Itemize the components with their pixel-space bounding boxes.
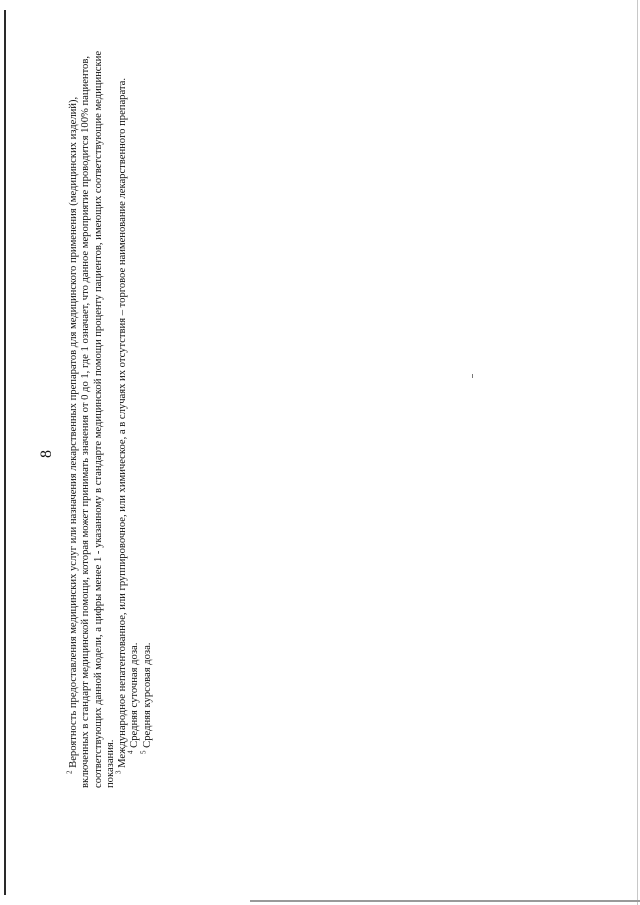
- scan-edge-right: [637, 0, 638, 905]
- footnote-3: [114, 68, 129, 788]
- scan-speck: [472, 374, 473, 378]
- footnote-mark: 5: [139, 750, 148, 754]
- footnote-text: Средняя суточная доза.: [129, 642, 141, 748]
- page-number: 8: [38, 450, 55, 458]
- footnote-line: показания.: [104, 739, 116, 788]
- footnote-line: [126, 68, 141, 788]
- footnote-mark: 4: [126, 750, 135, 754]
- footnote-mark: 3: [114, 770, 123, 774]
- footnote-text: Международное непатентованное, или группировочное, или химическое, а в случаях их отсутствия – торговое наименование лекарственного препарата.: [117, 78, 129, 768]
- footnote-line: [114, 68, 129, 788]
- scan-edge-left: [4, 10, 6, 895]
- footnote-4: [126, 68, 141, 788]
- scan-edge-bottom: [250, 900, 640, 902]
- footnote-text: Вероятность предоставления медицинских услуг или назначения лекарственных препаратов для медицинского применения (медицинских изделий),: [68, 96, 79, 768]
- footnote-line: соответствующих данной модели, а цифры менее 1 - указанному в стандарте медицинской помощи проценту пациентов, имеющих соответствующие медицинские: [92, 50, 104, 788]
- footnote-5: [139, 68, 154, 788]
- footnote-mark: 2: [65, 770, 74, 774]
- rotated-text-block: [38, 50, 154, 788]
- footnote-text: Средняя курсовая доза.: [141, 642, 153, 748]
- footnote-line: [139, 68, 154, 788]
- footnote-2: [65, 50, 117, 788]
- footnote-line: включенных в стандарт медицинской помощи, которая может принимать значения от 0 до 1, где 1 означает, что данное мероприятие проводится 100% пациентов,: [80, 55, 92, 788]
- footnote-line: [65, 68, 80, 788]
